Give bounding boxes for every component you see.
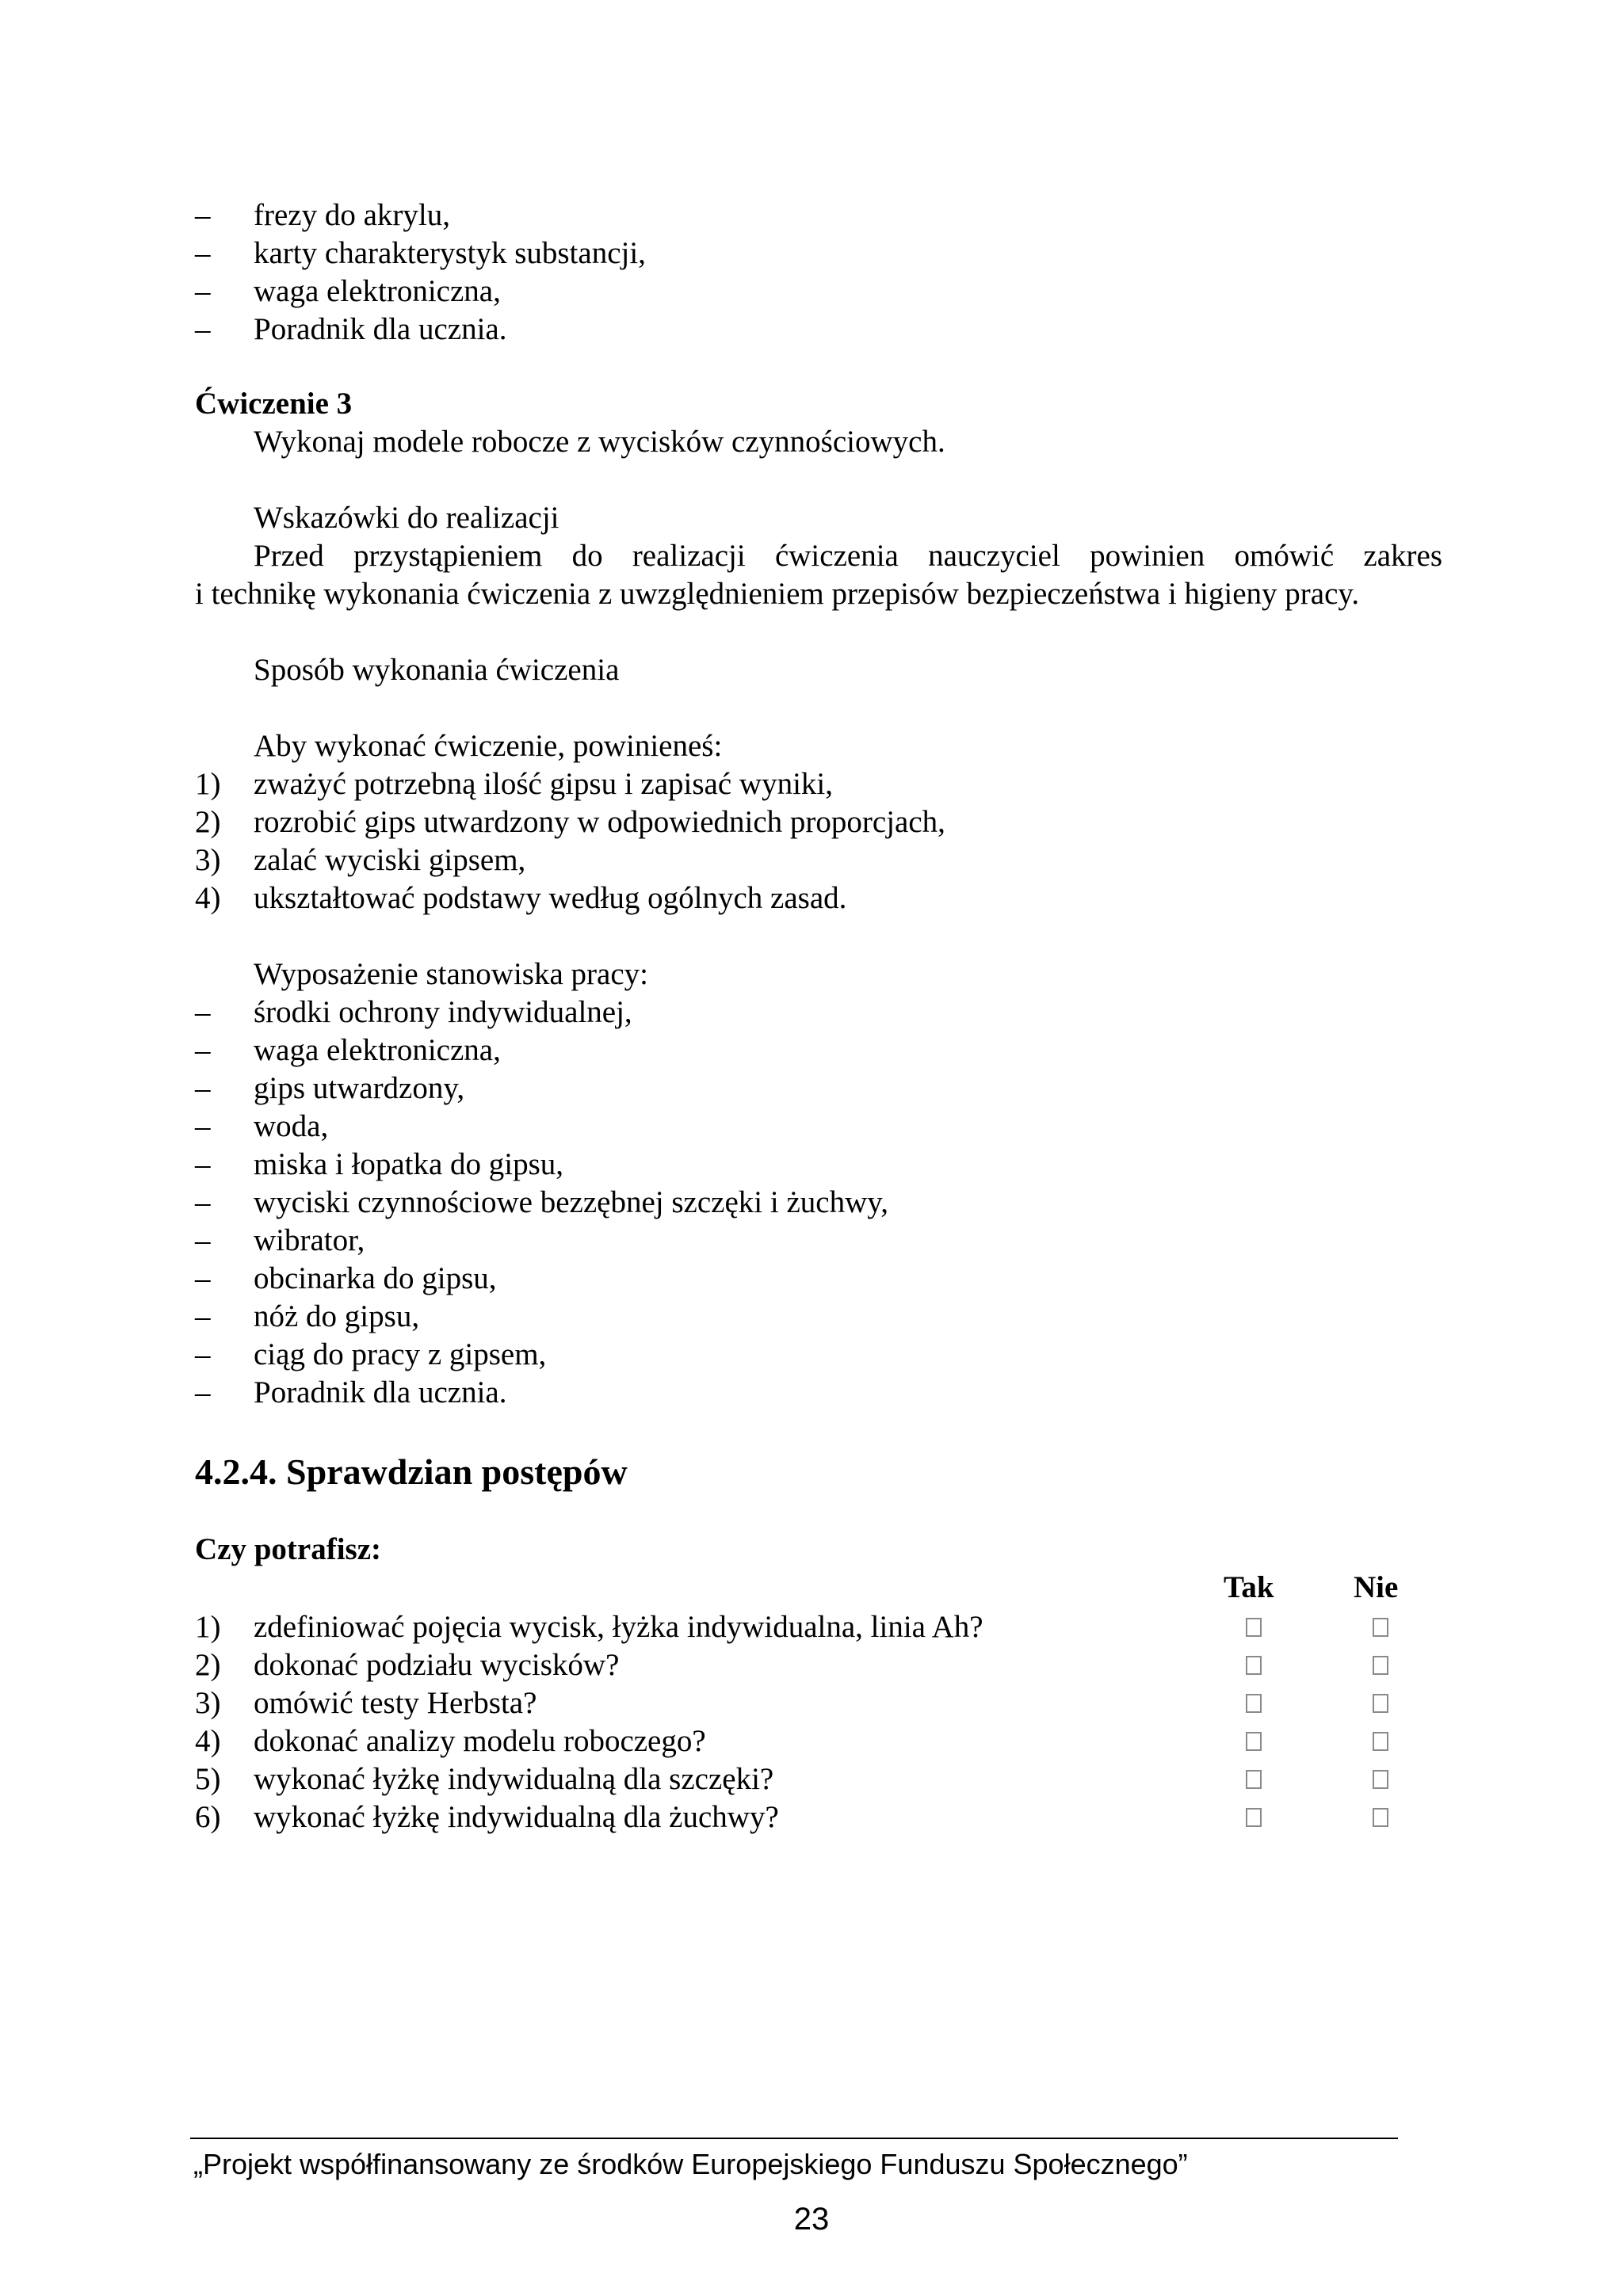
footer-divider — [190, 2138, 1398, 2139]
question-text: wykonać łyżkę indywidualną dla żuchwy? — [254, 1800, 779, 1834]
question-text: dokonać podziału wycisków? — [254, 1648, 620, 1682]
column-yes-header: Tak — [1224, 1570, 1274, 1604]
step-text: ukształtować podstawy według ogólnych zasad. — [254, 881, 847, 915]
equipment-item: miska i łopatka do gipsu, — [254, 1147, 564, 1181]
hints-text: Przed przystąpieniem do realizacji ćwiczenia nauczyciel powinien omówić zakres — [254, 539, 1442, 573]
question-number: 4) — [195, 1724, 221, 1758]
question-number: 2) — [195, 1648, 221, 1682]
question-heading: Czy potrafisz: — [195, 1532, 382, 1566]
steps-intro: Aby wykonać ćwiczenie, powinieneś: — [254, 729, 723, 763]
no-checkbox[interactable] — [1373, 1732, 1388, 1751]
step-number: 1) — [195, 767, 221, 801]
list-dash: – — [195, 1033, 211, 1067]
list-dash: – — [195, 312, 211, 346]
no-checkbox[interactable] — [1373, 1656, 1388, 1675]
step-text: zalać wyciski gipsem, — [254, 843, 526, 877]
question-number: 5) — [195, 1762, 221, 1796]
equipment-item: gips utwardzony, — [254, 1071, 465, 1105]
question-text: zdefiniować pojęcia wycisk, łyżka indywidualna, linia Ah? — [254, 1610, 983, 1644]
equipment-item: obcinarka do gipsu, — [254, 1261, 497, 1295]
equipment-item: wyciski czynnościowe bezzębnej szczęki i żuchwy, — [254, 1185, 888, 1219]
list-dash: – — [195, 274, 211, 308]
list-dash: – — [195, 1185, 211, 1219]
list-item: karty charakterystyk substancji, — [254, 236, 646, 270]
yes-checkbox[interactable] — [1246, 1694, 1262, 1713]
list-dash: – — [195, 1337, 211, 1371]
step-number: 3) — [195, 843, 221, 877]
step-text: rozrobić gips utwardzony w odpowiednich proporcjach, — [254, 805, 945, 839]
no-checkbox[interactable] — [1373, 1618, 1388, 1637]
yes-checkbox[interactable] — [1246, 1770, 1262, 1789]
equipment-item: Poradnik dla ucznia. — [254, 1375, 507, 1409]
list-dash: – — [195, 1261, 211, 1295]
no-checkbox[interactable] — [1373, 1694, 1388, 1713]
page-number: 23 — [793, 2202, 830, 2237]
list-dash: – — [195, 1299, 211, 1333]
exercise-title: Ćwiczenie 3 — [195, 387, 353, 421]
footer-funding-note: „Projekt współfinansowany ze środków Europejskiego Funduszu Społecznego” — [193, 2148, 1188, 2180]
step-number: 4) — [195, 881, 221, 915]
list-item: waga elektroniczna, — [254, 274, 501, 308]
list-dash: – — [195, 1071, 211, 1105]
section-title: 4.2.4. Sprawdzian postępów — [195, 1451, 628, 1492]
yes-checkbox[interactable] — [1246, 1618, 1262, 1637]
column-no-header: Nie — [1354, 1570, 1399, 1604]
no-checkbox[interactable] — [1373, 1808, 1388, 1827]
list-dash: – — [195, 1109, 211, 1143]
step-text: zważyć potrzebną ilość gipsu i zapisać wyniki, — [254, 767, 834, 801]
list-item: frezy do akrylu, — [254, 198, 450, 232]
question-number: 1) — [195, 1610, 221, 1644]
yes-checkbox[interactable] — [1246, 1732, 1262, 1751]
no-checkbox[interactable] — [1373, 1770, 1388, 1789]
list-item: Poradnik dla ucznia. — [254, 312, 507, 346]
equipment-item: woda, — [254, 1109, 329, 1143]
equipment-heading: Wyposażenie stanowiska pracy: — [254, 957, 648, 991]
equipment-item: nóż do gipsu, — [254, 1299, 420, 1333]
question-text: wykonać łyżkę indywidualną dla szczęki? — [254, 1762, 774, 1796]
step-number: 2) — [195, 805, 221, 839]
yes-checkbox[interactable] — [1246, 1656, 1262, 1675]
equipment-item: ciąg do pracy z gipsem, — [254, 1337, 547, 1371]
yes-checkbox[interactable] — [1246, 1808, 1262, 1827]
question-text: dokonać analizy modelu roboczego? — [254, 1724, 706, 1758]
hints-heading: Wskazówki do realizacji — [254, 501, 559, 535]
list-dash: – — [195, 1147, 211, 1181]
hints-paragraph-line1 — [195, 537, 1442, 575]
question-number: 6) — [195, 1800, 221, 1834]
list-dash: – — [195, 1223, 211, 1257]
list-dash: – — [195, 236, 211, 270]
list-dash: – — [195, 995, 211, 1029]
equipment-item: środki ochrony indywidualnej, — [254, 995, 632, 1029]
method-heading: Sposób wykonania ćwiczenia — [254, 653, 620, 687]
equipment-item: wibrator, — [254, 1223, 365, 1257]
list-dash: – — [195, 1375, 211, 1409]
question-text: omówić testy Herbsta? — [254, 1686, 537, 1720]
exercise-task: Wykonaj modele robocze z wycisków czynnościowych. — [254, 425, 945, 459]
question-number: 3) — [195, 1686, 221, 1720]
hints-paragraph-line2: i technikę wykonania ćwiczenia z uwzględnieniem przepisów bezpieczeństwa i higieny pracy. — [195, 577, 1360, 611]
list-dash: – — [195, 198, 211, 232]
equipment-item: waga elektroniczna, — [254, 1033, 501, 1067]
